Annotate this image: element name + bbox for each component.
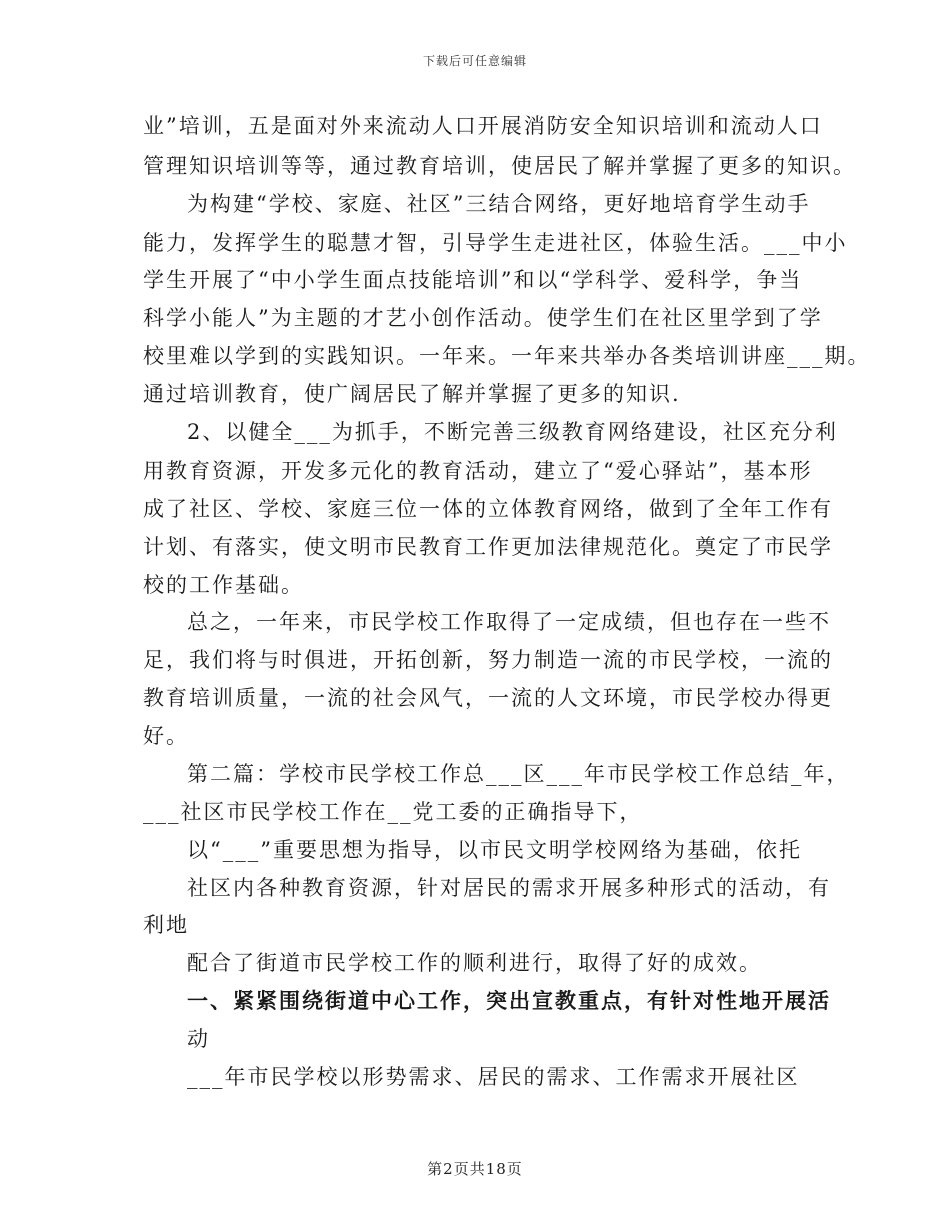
text-line: 成了社区、学校、家庭三位一体的立体教育网络，做到了全年工作有 xyxy=(143,497,833,521)
text-line: 社区内各种教育资源，针对居民的需求开展多种形式的活动，有 xyxy=(187,876,831,900)
text-line: 用教育资源，开发多元化的教育活动，建立了“爱心驿站”，基本形 xyxy=(143,459,813,483)
section-heading: 一、紧紧围绕街道中心工作，突出宣教重点，有针对性地开展活 xyxy=(187,988,831,1013)
text-line: 计划、有落实，使文明市民教育工作更加法律规范化。奠定了市民学 xyxy=(143,535,833,559)
text-line: 能力，发挥学生的聪慧才智，引导学生走进社区，体验生活。___中小 xyxy=(143,231,848,255)
text-line: 好。 xyxy=(143,724,189,748)
text-line: 以“___”重要思想为指导，以市民文明学校网络为基础，依托 xyxy=(187,838,802,862)
text-line: 动 xyxy=(187,1027,210,1051)
text-line: 为构建“学校、家庭、社区”三结合网络，更好地培育学生动手 xyxy=(187,192,811,216)
text-line: 业”培训，五是面对外来流动人口开展消防安全知识培训和流动人口 xyxy=(143,114,823,138)
page-header: 下载后可任意编辑 xyxy=(422,54,527,68)
text-line: 学生开展了“中小学生面点技能培训”和以“学科学、爱科学，争当 xyxy=(143,268,803,292)
text-line: 足，我们将与时俱进，开拓创新，努力制造一流的市民学校，一流的 xyxy=(143,648,833,672)
text-line: ___社区市民学校工作在__党工委的正确指导下， xyxy=(143,800,643,824)
text-line: 通过培训教育，使广阔居民了解并掌握了更多的知识. xyxy=(143,382,681,406)
text-line: 配合了街道市民学校工作的顺利进行，取得了好的成效。 xyxy=(187,951,762,975)
text-line: 科学小能人”为主题的才艺小创作活动。使学生们在社区里学到了学 xyxy=(143,306,823,330)
page-footer: 第2页共18页 xyxy=(427,1160,523,1178)
text-line: 校里难以学到的实践知识。一年来。一年来共举办各类培训讲座___期。 xyxy=(143,344,871,368)
text-line: 教育培训质量，一流的社会风气，一流的人文环境，市民学校办得更 xyxy=(143,686,833,710)
text-line: 校的工作基础。 xyxy=(143,573,304,597)
text-line: 利地 xyxy=(143,913,189,937)
text-line: ___年市民学校以形势需求、居民的需求、工作需求开展社区 xyxy=(187,1065,800,1089)
text-line: 第二篇：学校市民学校工作总___区___年市民学校工作总结_年， xyxy=(187,762,850,786)
text-line: 管理知识培训等等，通过教育培训，使居民了解并掌握了更多的知识。 xyxy=(143,154,856,178)
text-line: 2、以健全___为抓手，不断完善三级教育网络建设，社区充分利 xyxy=(187,420,838,444)
text-line: 总之，一年来，市民学校工作取得了一定成绩，但也存在一些不 xyxy=(187,610,831,634)
